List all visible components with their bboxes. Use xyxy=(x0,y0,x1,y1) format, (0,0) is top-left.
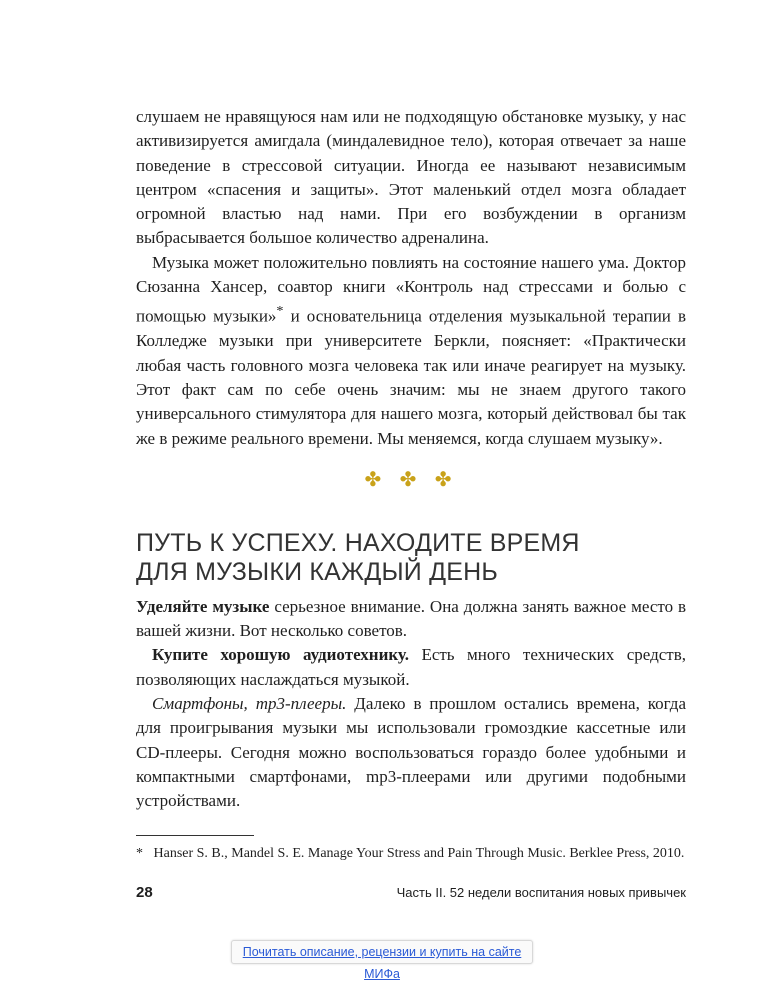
paragraph-music-effect xyxy=(136,251,686,451)
intro-paragraph: слушаем не нравящуюся нам или не подходящую обстановке музыку, у нас активизируется амигдала (миндалевидное тело), которая отвечает за наше поведение в стрессовой ситуации. Иногда ее называют независимым центром «спасения и защиты». Этот маленький отдел мозга обладает огромной властью над нами. При его возбуждении в организм выбрасывается большое количество адреналина. xyxy=(136,107,686,248)
buy-book-link[interactable]: Почитать описание, рецензии и купить на сайте МИФа xyxy=(231,940,533,964)
paragraph-attention xyxy=(136,595,686,644)
footnote xyxy=(136,844,686,864)
paragraph-audio-equipment xyxy=(136,643,686,692)
paragraph-2-text-a: Музыка может положительно повлиять на состояние нашего ума. Доктор Сюзанна Хансер, соавтор книги «Контроль над стрессами и болью с помощью музыки» xyxy=(136,252,686,327)
paragraph-4-text: Есть много технических средств, позволяющих наслаждаться музыкой. xyxy=(136,645,686,689)
footnote-reference-mark[interactable]: * xyxy=(276,303,284,320)
paragraph-smartphones xyxy=(136,692,686,813)
running-title: Часть II. 52 недели воспитания новых привычек xyxy=(396,885,686,900)
section-divider-ornament: ✤ ✤ ✤ xyxy=(364,466,458,491)
paragraph-3-bold: Уделяйте музыке xyxy=(136,596,270,616)
page-body xyxy=(136,105,686,864)
paragraph-5-italic: Смартфоны, mp3-плееры. xyxy=(152,694,347,713)
paragraph-5-text: Далеко в прошлом остались времена, когда для проигрывания музыки мы использовали громоздкие кассетные или CD-плееры. Сегодня можно воспользоваться гораздо более удобными и компактными смартфонами, mp3-плеерами или другими подобными устройствами. xyxy=(136,694,686,811)
page-footer xyxy=(136,884,686,901)
page-number: 28 xyxy=(136,884,153,901)
footnote-text: Hanser S. B., Mandel S. E. Manage Your Stress and Pain Through Music. Berklee Press, 2010. xyxy=(153,846,685,862)
section-heading-line-2: ДЛЯ МУЗЫКИ КАЖДЫЙ ДЕНЬ xyxy=(136,557,498,586)
paragraph-3-text: серьезное внимание. Она должна занять важное место в вашей жизни. Вот несколько советов. xyxy=(136,596,687,641)
paragraph-2-text-b: и основательница отделения музыкальной терапии в Колледже музыки при университете Беркли, поясняет: «Практически любая часть головного мозга человека так или иначе реагирует на музыку. Этот факт сам по себе очень значим: мы не знаем другого такого универсального стимулятора для нашего мозга, который действовал бы так же в режиме реального времени. Мы меняемся, когда слушаем музыку». xyxy=(136,307,687,448)
paragraph-4-bold: Купите хорошую аудиотехнику. xyxy=(152,645,409,665)
footnote-divider xyxy=(136,835,254,836)
section-heading xyxy=(136,529,686,587)
section-heading-line-1: ПУТЬ К УСПЕХУ. НАХОДИТЕ ВРЕМЯ xyxy=(136,528,580,557)
footnote-mark: * xyxy=(136,846,143,862)
